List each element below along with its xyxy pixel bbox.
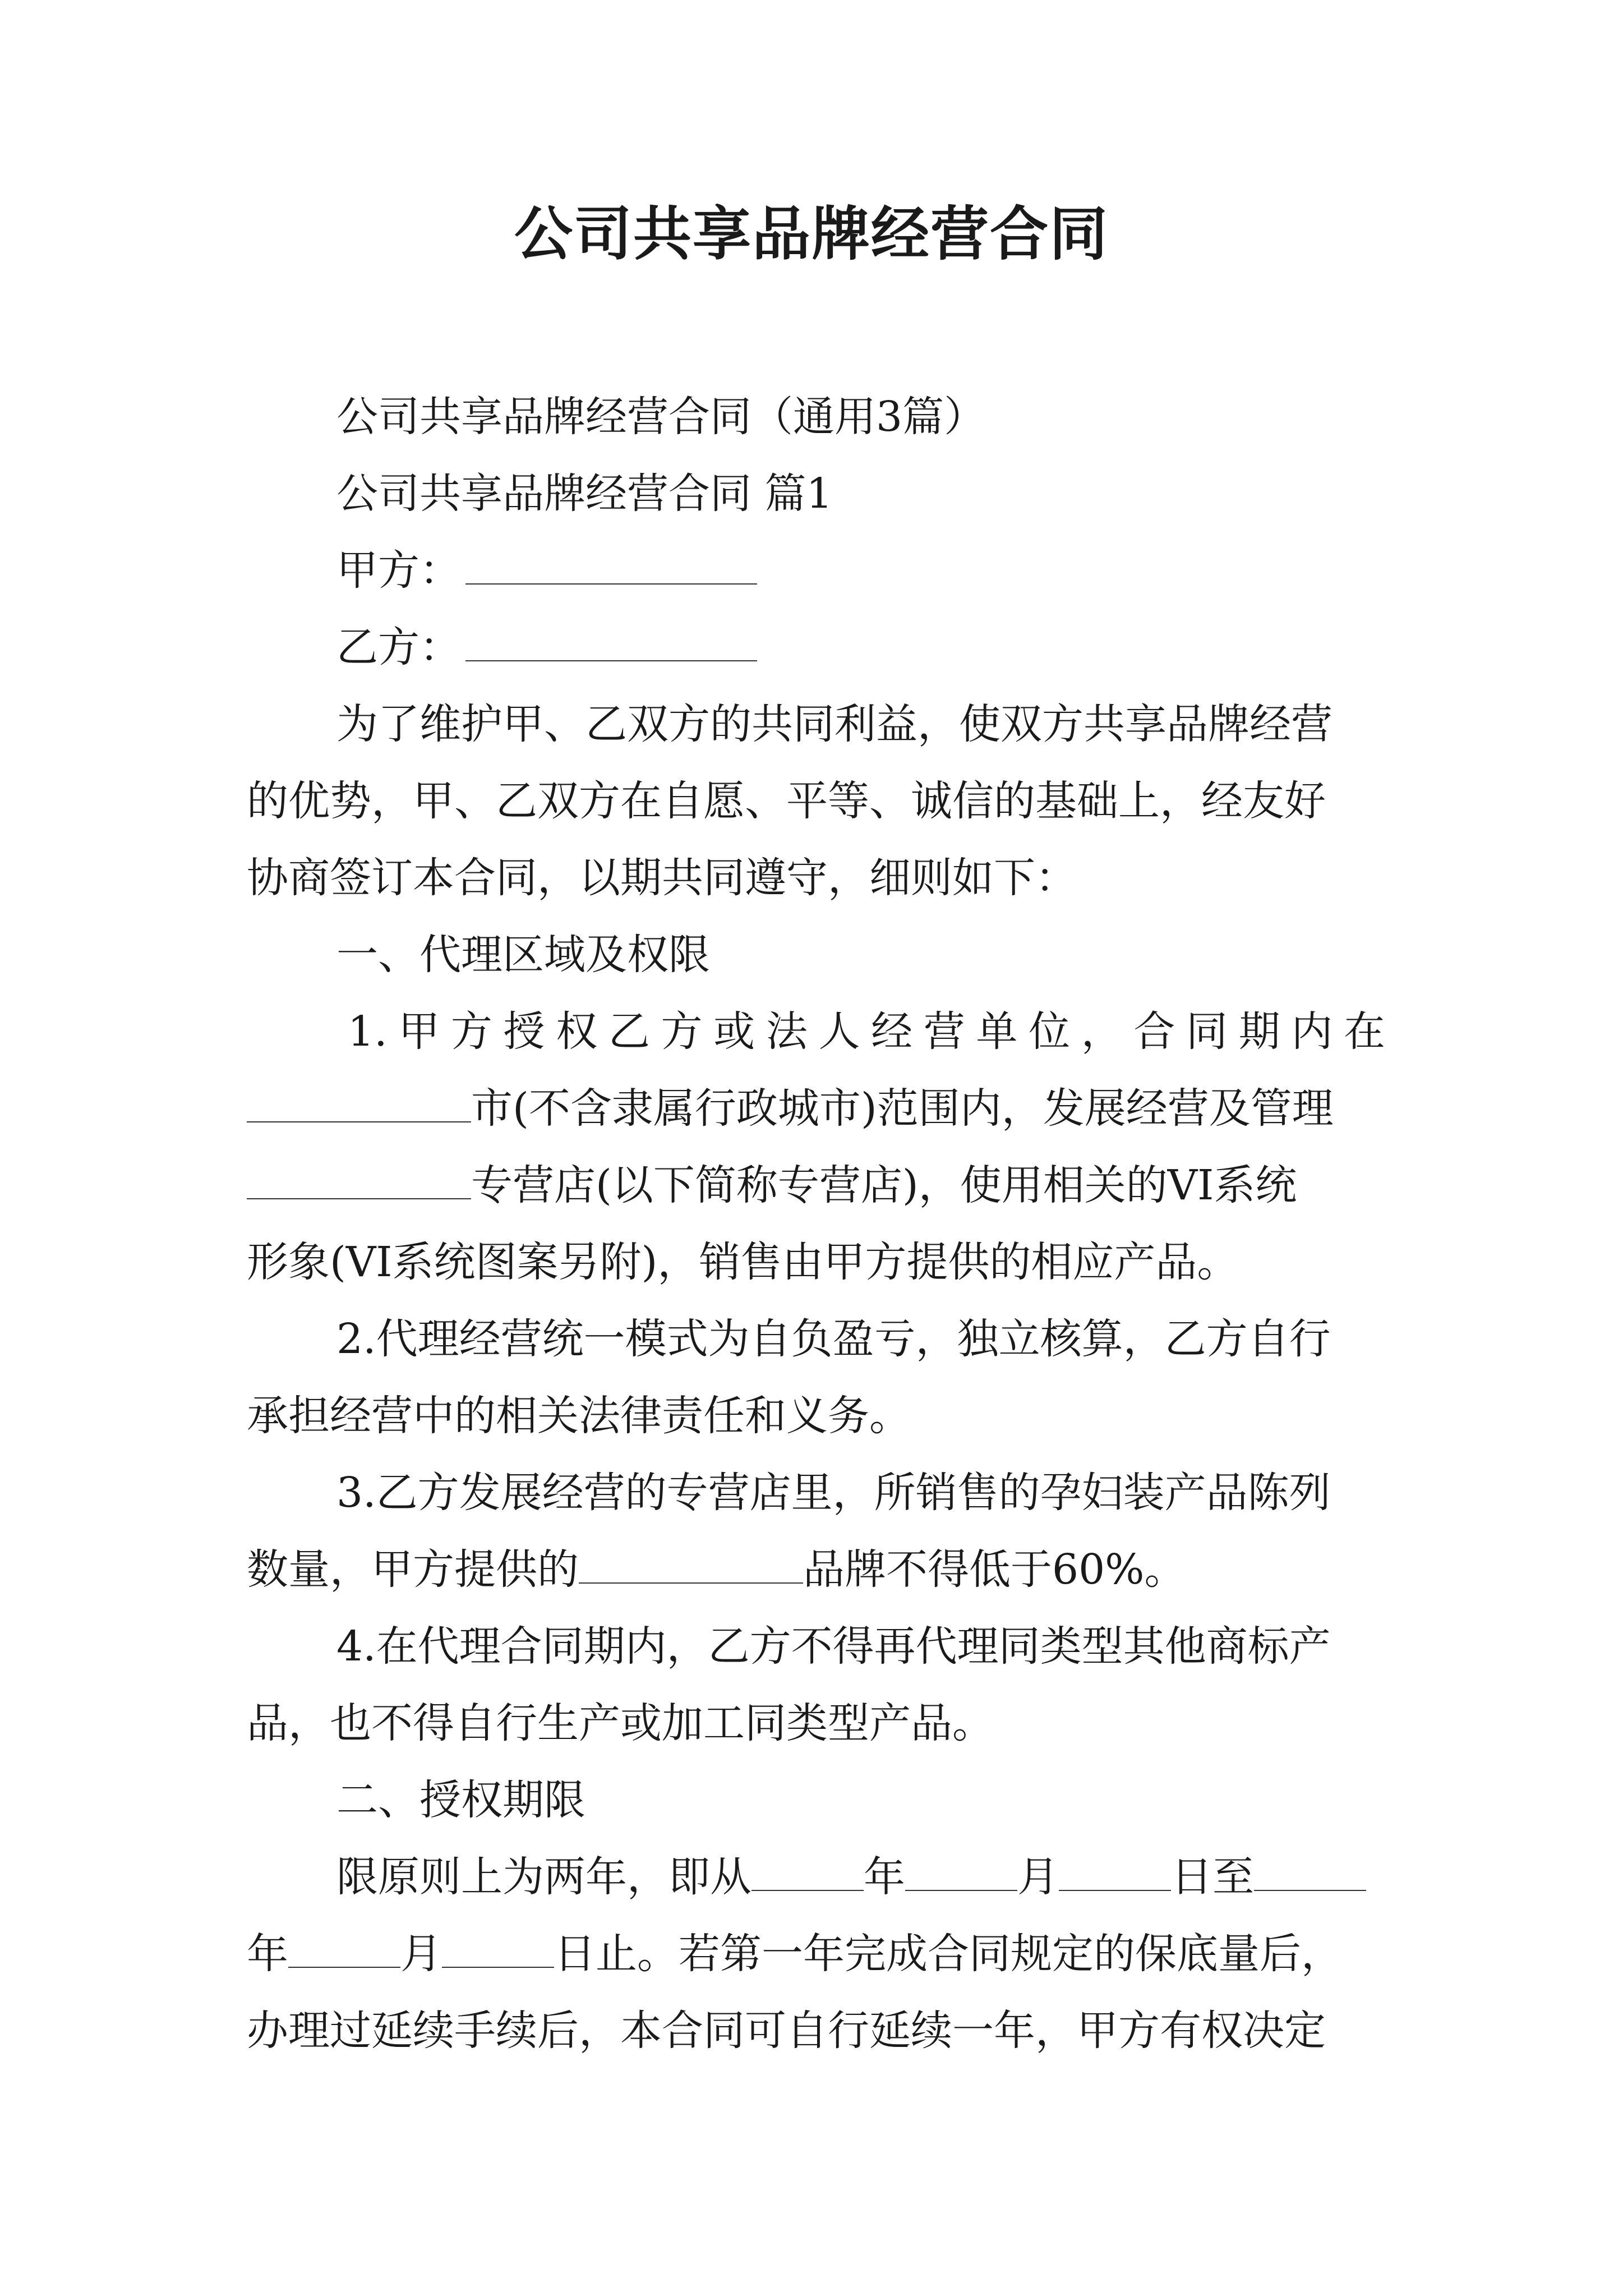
section-heading: 公司共享品牌经营合同 篇1	[336, 470, 833, 518]
party-b-label: 乙方：	[336, 623, 461, 671]
clause-1-line-1: 1.甲方授权乙方或法人经营单位，合同期内在	[348, 1007, 1385, 1056]
clause-1-line-2: 市(不含隶属行政城市)范围内，发展经营及管理	[247, 1070, 1385, 1147]
heading-authorization-term: 二、授权期限	[336, 1776, 585, 1824]
clause-3-line-2: 数量，甲方提供的 品牌不得低于60%。	[247, 1545, 1186, 1594]
term-line-3: 办理过延续手续后，本合同可自行延续一年，甲方有权决定	[247, 2007, 1326, 2055]
start-year-blank	[751, 1856, 864, 1891]
end-day-blank	[442, 1933, 554, 1968]
intro-line-2: 的优势，甲、乙双方在自愿、平等、诚信的基础上，经友好	[247, 777, 1326, 825]
clause-1-line-3: 专营店(以下简称专营店)，使用相关的VI系统	[247, 1147, 1385, 1224]
clause-3-line-1: 3.乙方发展经营的专营店里，所销售的孕妇装产品陈列	[336, 1469, 1331, 1517]
city-blank	[247, 1088, 471, 1122]
clause-4-line-2: 品，也不得自行生产或加工同类型产品。	[247, 1699, 994, 1747]
party-a-line	[247, 532, 1385, 609]
clause-2-line-2: 承担经营中的相关法律责任和义务。	[247, 1392, 911, 1440]
end-month-blank	[288, 1933, 400, 1968]
term-line-2: 年 月 日止。若第一年完成合同规定的保底量后，	[247, 1930, 1343, 1978]
brand-blank	[579, 1549, 803, 1584]
document-body	[247, 379, 1385, 2069]
party-a-blank	[465, 550, 757, 585]
end-year-blank	[1254, 1856, 1366, 1891]
term-line-1: 限原则上为两年，即从 年 月 日至	[247, 1839, 1385, 1916]
store-blank	[247, 1165, 471, 1199]
party-a-label: 甲方：	[336, 546, 461, 595]
start-day-blank	[1059, 1856, 1171, 1891]
start-month-blank	[905, 1856, 1017, 1891]
document-subtitle: 公司共享品牌经营合同（通用3篇）	[336, 393, 986, 441]
heading-agency-area: 一、代理区域及权限	[336, 931, 710, 979]
intro-line-1: 为了维护甲、乙双方的共同利益，使双方共享品牌经营	[336, 700, 1332, 748]
clause-2-line-1: 2.代理经营统一模式为自负盈亏，独立核算，乙方自行	[336, 1315, 1331, 1363]
clause-4-line-1: 4.在代理合同期内，乙方不得再代理同类型其他商标产	[336, 1622, 1331, 1671]
document-title: 公司共享品牌经营合同	[514, 200, 1109, 268]
intro-line-3: 协商签订本合同，以期共同遵守，细则如下：	[247, 854, 1077, 902]
party-b-line	[247, 609, 1385, 686]
party-b-blank	[465, 627, 757, 661]
clause-1-line-4: 形象(VI系统图案另附)，销售由甲方提供的相应产品。	[247, 1238, 1239, 1286]
